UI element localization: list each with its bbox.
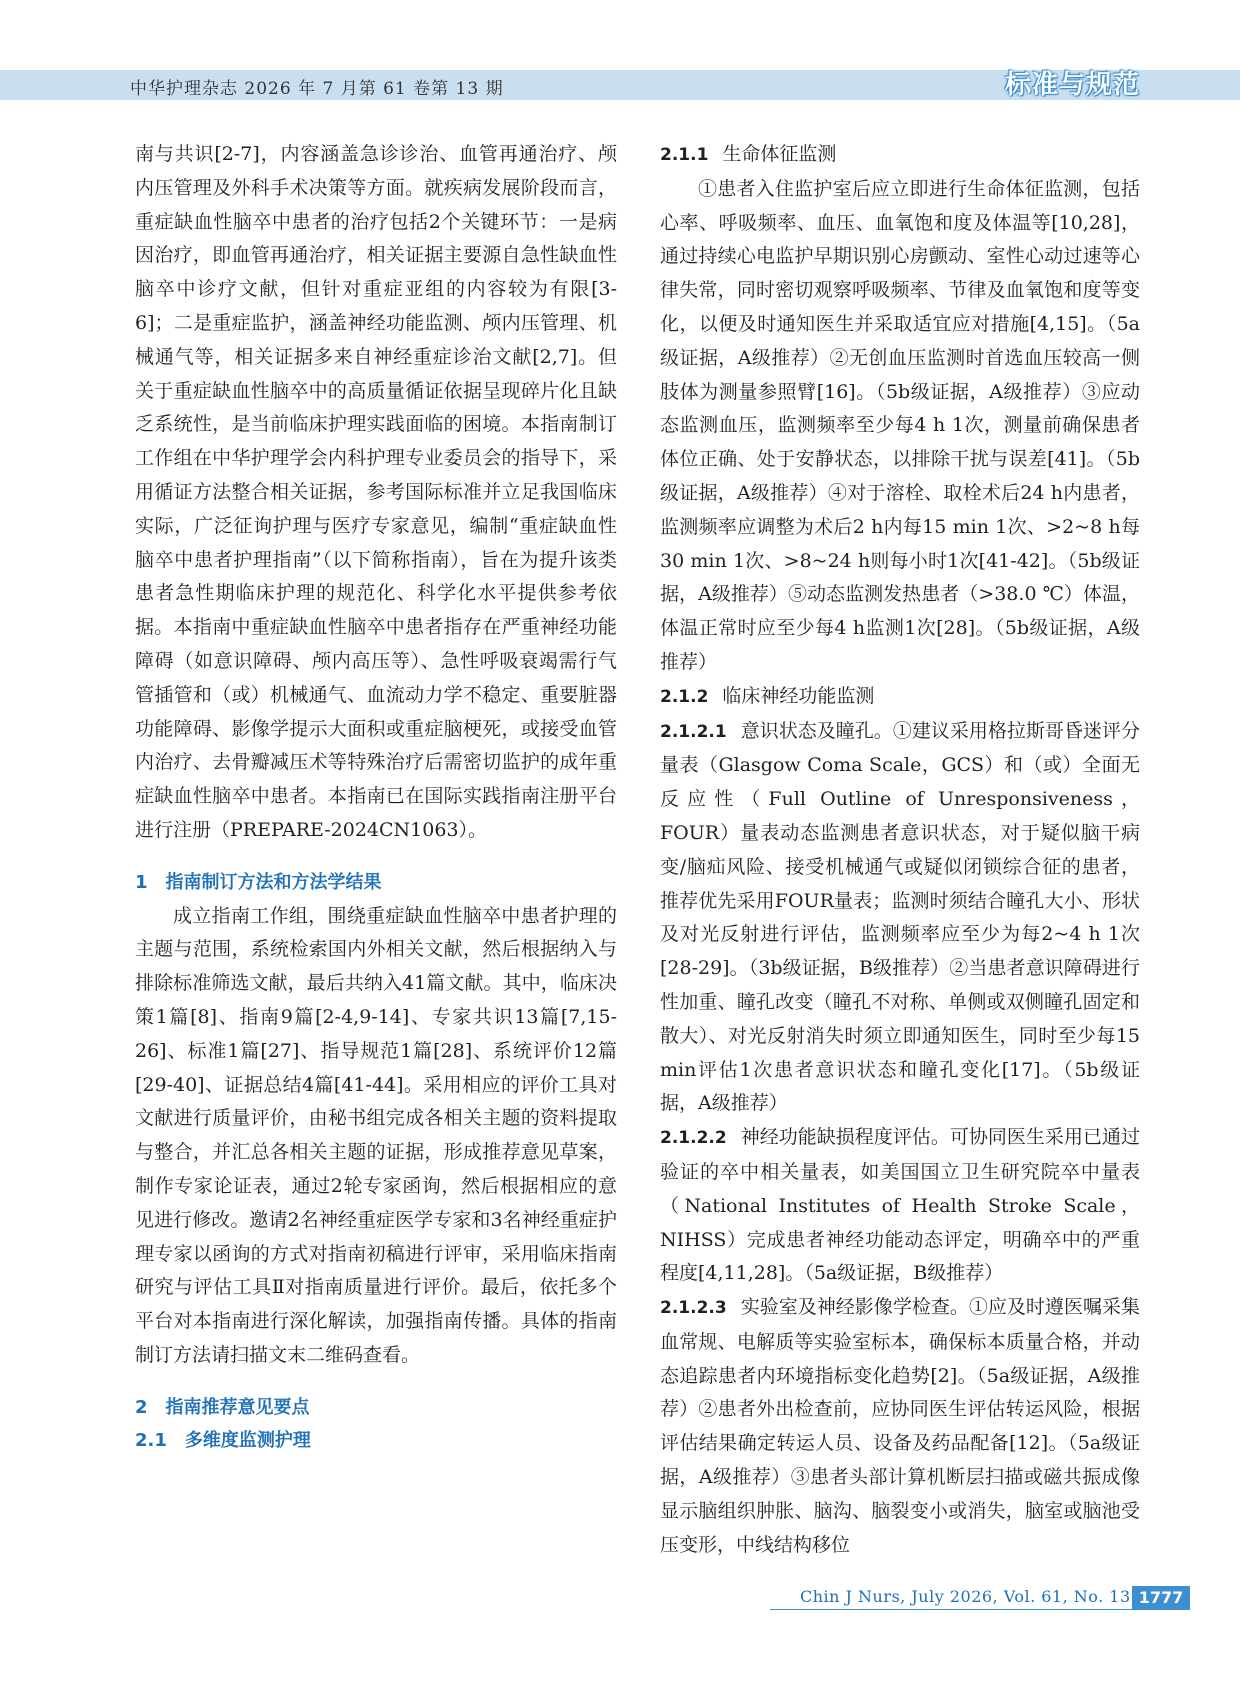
section-2-title: 指南推荐意见要点 [165,1396,310,1418]
section-1-number: 1 [135,871,148,893]
subsection-2-1-2-title: 临床神经功能监测 [722,684,875,707]
footer-journal-citation: Chin J Nurs, July 2026, Vol. 61, No. 13 [800,1587,1131,1606]
subsection-2-1-title: 多维度监测护理 [184,1430,311,1452]
right-column [660,138,1140,1562]
subsection-2-1-2-1 [660,715,1140,1122]
subsection-2-1-heading [135,1424,617,1458]
subsection-2-1-2-2-body: 神经功能缺损程度评估。可协同医生采用已通过验证的卒中相关量表，如美国国立卫生研究院卒中量表（National Institutes of Health Stroke Scale，NIHSS）完成患者神经功能动态评定，明确卒中的严重程度[4,11,28]。（5a级证据，B级推荐） [660,1126,1140,1285]
subsection-2-1-1-heading [660,138,1140,173]
left-column [135,138,617,1458]
subsection-2-1-2-2-number: 2.1.2.2 [660,1128,727,1149]
subsection-2-1-1-number: 2.1.1 [660,145,709,165]
subsection-2-1-2-3 [660,1291,1140,1562]
subsection-2-1-2-number: 2.1.2 [660,686,709,707]
subsection-2-1-2-heading [660,680,1140,715]
journal-issue: 中华护理杂志 2026 年 7 月第 61 卷第 13 期 [130,79,504,99]
section-2-heading [135,1391,617,1425]
intro-paragraph: 南与共识[2-7]，内容涵盖急诊诊治、血管再通治疗、颅内压管理及外科手术决策等方面。就疾病发展阶段而言，重症缺血性脑卒中患者的治疗包括2个关键环节：一是病因治疗，即血管再通治疗，相关证据主要源自急性缺血性脑卒中诊疗文献，但针对重症亚组的内容较为有限[3-6]；二是重症监护，涵盖神经功能监测、颅内压管理、机械通气等，相关证据多来自神经重症诊治文献[2,7]。但关于重症缺血性脑卒中的高质量循证依据呈现碎片化且缺乏系统性，是当前临床护理实践面临的困境。本指南制订工作组在中华护理学会内科护理专业委员会的指导下，采用循证方法整合相关证据，参考国际标准并立足我国临床实际，广泛征询护理与医疗专家意见，编制“重症缺血性脑卒中患者护理指南”（以下简称指南），旨在为提升该类患者急性期临床护理的规范化、科学化水平提供参考依据。本指南中重症缺血性脑卒中患者指存在严重神经功能障碍（如意识障碍、颅内高压等）、急性呼吸衰竭需行气管插管和（或）机械通气、血流动力学不稳定、重要脏器功能障碍、影像学提示大面积或重症脑梗死，或接受血管内治疗、去骨瓣减压术等特殊治疗后需密切监护的成年重症缺血性脑卒中患者。本指南已在国际实践指南注册平台进行注册（PREPARE-2024CN1063）。 [135,143,617,841]
subsection-2-1-1-title: 生命体征监测 [722,143,837,165]
section-1-title: 指南制订方法和方法学结果 [165,871,382,893]
subsection-2-1-2-3-body: 实验室及神经影像学检查。①应及时遵医嘱采集血常规、电解质等实验室标本，确保标本质量合格，并动态追踪患者内环境指标变化趋势[2]。（5a级证据，A级推荐）②患者外出检查前，应协同医生评估转运风险，根据评估结果确定转运人员、设备及药品配备[12]。（5a级证据，A级推荐）③患者头部计算机断层扫描或磁共振成像显示脑组织肿胀、脑沟、脑裂变小或消失，脑室或脑池受压变形，中线结构移位 [660,1296,1140,1556]
subsection-2-1-1-body: ①患者入住监护室后应立即进行生命体征监测，包括心率、呼吸频率、血压、血氧饱和度及体温等[10,28]，通过持续心电监护早期识别心房颤动、室性心动过速等心律失常，同时密切观察呼吸频率、节律及血氧饱和度等变化，以便及时通知医生并采取适宜应对措施[4,15]。（5a级证据，A级推荐）②无创血压监测时首选血压较高一侧肢体为测量参照臂[16]。（5b级证据，A级推荐）③应动态监测血压，监测频率至少每4 h 1次，测量前确保患者体位正确、处于安静状态，以排除干扰与误差[41]。（5b级证据，A级推荐）④对于溶栓、取栓术后24 h内患者，监测频率应调整为术后2 h内每15 min 1次、>2~8 h每30 min 1次、>8~24 h则每小时1次[41-42]。（5b级证据，A级推荐）⑤动态监测发热患者（>38.0 ℃）体温，体温正常时应至少每4 h监测1次[28]。（5b级证据，A级推荐） [660,177,1140,673]
section-1-body: 成立指南工作组，围绕重症缺血性脑卒中患者护理的主题与范围，系统检索国内外相关文献，然后根据纳入与排除标准筛选文献，最后共纳入41篇文献。其中，临床决策1篇[8]、指南9篇[2-4,9-14]、专家共识13篇[7,15-26]、标准1篇[27]、指导规范1篇[28]、系统评价12篇[29-40]、证据总结4篇[41-44]。采用相应的评价工具对文献进行质量评价，由秘书组完成各相关主题的资料提取与整合，并汇总各相关主题的证据，形成推荐意见草案，制作专家论证表，通过2轮专家函询，然后根据相应的意见进行修改。邀请2名神经重症医学专家和3名神经重症护理专家以函询的方式对指南初稿进行评审，采用临床指南研究与评估工具Ⅱ对指南质量进行评价。最后，依托多个平台对本指南进行深化解读，加强指南传播。具体的指南制订方法请扫描文末二维码查看。 [135,904,617,1366]
subsection-2-1-2-2 [660,1121,1140,1291]
section-2-number: 2 [135,1396,148,1418]
page-number: 1777 [1132,1586,1190,1610]
subsection-2-1-2-1-body: 意识状态及瞳孔。①建议采用格拉斯哥昏迷评分量表（Glasgow Coma Scale，GCS）和（或）全面无反应性（Full Outline of Unresponsiveness，FOUR）量表动态监测患者意识状态，对于疑似脑干病变/脑疝风险、接受机械通气或疑似闭锁综合征的患者，推荐优先采用FOUR量表；监测时须结合瞳孔大小、形状及对光反射进行评估，监测频率应至少为每2~4 h 1次[28-29]。（3b级证据，B级推荐）②当患者意识障碍进行性加重、瞳孔改变（瞳孔不对称、单侧或双侧瞳孔固定和散大）、对光反射消失时须立即通知医生，同时至少每15 min评估1次患者意识状态和瞳孔变化[17]。（5b级证据，A级推荐） [660,719,1140,1115]
subsection-2-1-number: 2.1 [135,1430,167,1452]
subsection-2-1-2-1-number: 2.1.2.1 [660,721,727,742]
footer-rule [770,1609,1188,1610]
section-1-heading [135,866,617,900]
subsection-2-1-2-3-number: 2.1.2.3 [660,1298,727,1319]
section-title: 标准与规范 [1004,70,1140,100]
